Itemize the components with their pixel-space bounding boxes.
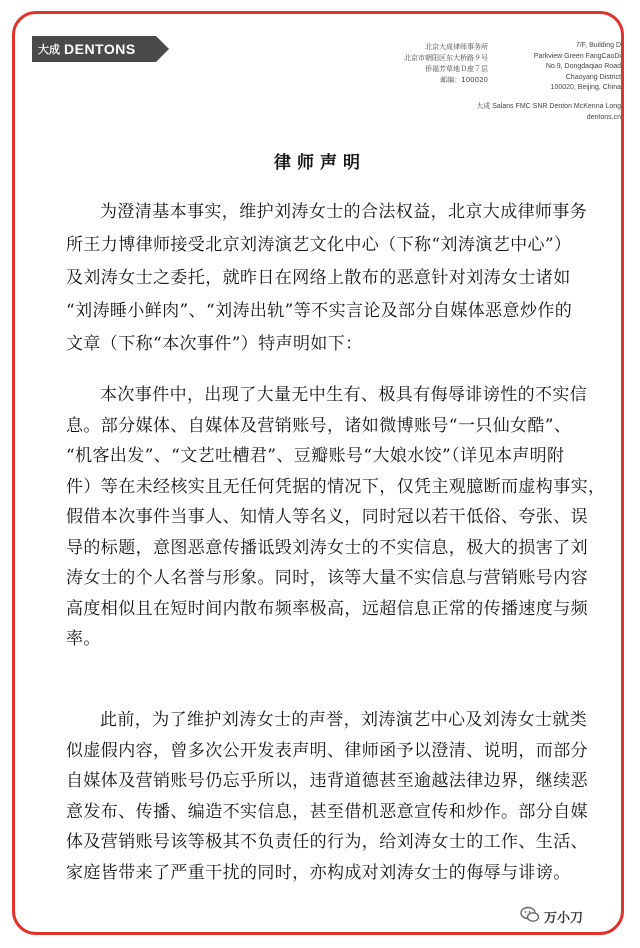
document-title: 律师声明 (274, 153, 366, 173)
paragraph-line: 似虚假内容，曾多次公开发表声明、律师函予以澄清、说明，而部分 (66, 740, 588, 761)
paragraph-line: 率。 (66, 629, 101, 649)
paragraph-line: 导的标题，意图恶意传播诋毁刘涛女士的不实信息，极大的损害了刘 (66, 537, 588, 558)
logo-english-text: DENTONS (64, 41, 136, 57)
paragraph-line: 自媒体及营销账号仍忘乎所以，违背道德甚至逾越法律边界，继续恶 (66, 771, 588, 791)
firm-name-line: 大成 Salans FMC SNR Denton McKenna Long (476, 103, 621, 110)
paragraph-1 (66, 196, 590, 361)
paragraph-line: 为澄清基本事实，维护刘涛女士的合法权益，北京大成律师事务 (100, 202, 588, 222)
address-en-line: Chaoyang District (565, 73, 621, 81)
paragraph-line: 息。部分媒体、自媒体及营销账号，诸如微博账号“一只仙女酷”、 (66, 415, 572, 436)
paragraph-line: “刘涛睡小鲜肉”、“刘涛出轨”等不实言论及部分自媒体恶意炒作的 (66, 301, 573, 321)
address-cn-line: 侨福芳草地Ｄ座７层 (425, 65, 488, 73)
logo-bar (32, 36, 156, 62)
paragraph-line: 文章（下称“本次事件”）特声明如下： (66, 334, 363, 354)
address-en-line: 100020, Beijing, China (550, 84, 621, 91)
paragraph-3 (66, 705, 590, 888)
firm-names (420, 102, 621, 123)
paragraph-line: 涛女士的个人名誉与形象。同时，该等大量不实信息与营销账号内容 (66, 568, 588, 588)
paragraph-line: 家庭皆带来了严重干扰的同时，亦构成对刘涛女士的侮辱与诽谤。 (66, 862, 571, 883)
paragraph-line: “机客出发”、“文艺吐槽君”、豆瓣账号“大娘水饺”（详见本声明附 (66, 446, 565, 466)
address-en-line: 7/F, Building D (575, 42, 621, 49)
paragraph-line: 所王力博律师接受北京刘涛演艺文化中心（下称“刘涛演艺中心”） (66, 235, 572, 255)
paragraph-line: 此前，为了维护刘涛女士的声誉，刘涛演艺中心及刘涛女士就类 (100, 710, 588, 730)
paragraph-line: 高度相似且在短时间内散布频率极高，远超信息正常的传播速度与频 (66, 598, 588, 619)
logo-arrow-tip (156, 36, 169, 62)
address-en-line: Parkview Green FangCaoDi (533, 52, 621, 60)
paragraph-line: 假借本次事件当事人、知情人等名义，同时冠以若干低俗、夸张、误 (66, 507, 588, 527)
address-cn-line: 邮编：100020 (440, 76, 488, 84)
paragraph-line: 意发布、传播、编造不实信息，甚至借机恶意宣传和炒作。部分自媒 (66, 801, 588, 822)
paragraph-line: 本次事件中，出现了大量无中生有、极具有侮辱诽谤性的不实信 (100, 385, 588, 405)
paragraph-line: 及刘涛女士之委托，就昨日在网络上散布的恶意针对刘涛女士诸如 (66, 268, 571, 288)
logo-chinese-text: 大成 (38, 43, 60, 56)
paragraph-line: 件）等在未经核实且无任何凭据的情况下，仅凭主观臆断而虚构事实， (66, 476, 606, 497)
address-en-line: No.9, Dongdaqiao Road (545, 63, 621, 70)
wechat-account-icon (520, 906, 540, 924)
paragraph-line: 体及营销账号该等极其不负责任的行为，给刘涛女士的工作、生活、 (66, 832, 588, 852)
address-chinese (376, 42, 488, 86)
firm-website: dentons.cn (586, 113, 621, 121)
wechat-watermark (520, 905, 616, 927)
dentons-logo (32, 36, 172, 62)
address-cn-line: 北京市朝阳区东大桥路９号 (404, 54, 488, 62)
watermark-text: 万小刀 (544, 911, 584, 926)
paragraph-2 (66, 380, 606, 655)
address-cn-line: 北京大成律师事务所 (425, 43, 488, 51)
address-english (490, 41, 621, 94)
